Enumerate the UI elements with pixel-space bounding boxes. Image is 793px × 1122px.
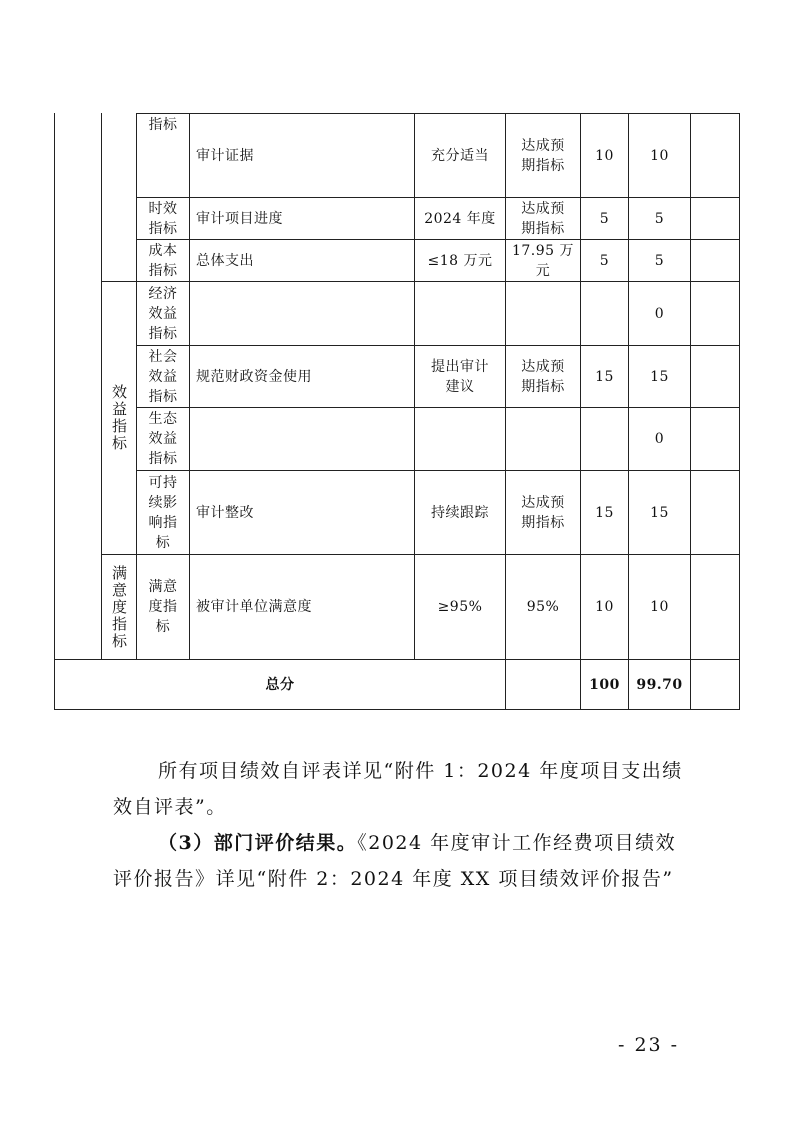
cell-item-5: [190, 408, 414, 470]
cell-weight-6: 15: [595, 504, 614, 521]
cell-note-6: [691, 471, 739, 554]
cell-actual-4: 达成预 期指标: [521, 358, 565, 395]
cell-weight-2: 5: [599, 252, 610, 269]
cell-cat-3: 经济 效益 指标: [148, 285, 178, 342]
cell-actual-2: 17.95 万 元: [511, 242, 575, 279]
cell-target-4: 提出审计 建议: [431, 358, 489, 395]
paragraph-2-heading: （3）部门评价结果。: [158, 832, 358, 854]
cell-weight-0: 10: [595, 147, 614, 164]
cell-cat-2: 成本 指标: [148, 242, 178, 279]
cell-cat-4: 社会 效益 指标: [148, 348, 178, 405]
paragraph-2-line-1: [158, 825, 676, 861]
cell-actual-0: 达成预 期指标: [521, 137, 565, 174]
cell-item-2: 总体支出: [196, 252, 254, 269]
cell-target-6: 持续跟踪: [431, 504, 489, 521]
cell-item-4: 规范财政资金使用: [196, 368, 312, 385]
cell-score-7: 10: [650, 599, 669, 615]
cell-score-6: 15: [650, 504, 669, 521]
cell-target-2: ≤18 万元: [427, 252, 493, 269]
cell-target-0: 充分适当: [431, 147, 489, 164]
page-number: - 23 -: [618, 1034, 680, 1056]
cell-score-5: 0: [654, 431, 665, 447]
cell-weight-4: 15: [595, 368, 614, 385]
cell-item-3: [190, 282, 414, 345]
cell-note-3: [691, 282, 739, 345]
cell-score-1: 5: [654, 210, 665, 227]
cell-target-5: [415, 408, 505, 470]
cell-score-3: 0: [654, 305, 665, 322]
cell-note-7: [691, 555, 739, 659]
cell-note-4: [691, 346, 739, 407]
cell-target-7: ≥95%: [437, 599, 483, 615]
paragraph-1-line-1: 所有项目绩效自评表详见“附件 1：2024 年度项目支出绩: [158, 760, 683, 782]
cell-weight-7: 10: [595, 599, 614, 615]
cell-cat-1: 时效 指标: [148, 200, 178, 237]
total-label: 总分: [265, 676, 295, 693]
cell-actual-5: [506, 408, 580, 470]
total-score: 99.70: [636, 676, 683, 693]
cell-actual-6: 达成预 期指标: [521, 494, 565, 531]
group-satisfaction-label: 满意度指标: [110, 564, 128, 650]
cell-score-4: 15: [650, 368, 669, 385]
cell-note-5: [691, 408, 739, 470]
cell-target-3: [415, 282, 505, 345]
cell-actual-3: [506, 282, 580, 345]
cell-item-1: 审计项目进度: [196, 210, 283, 227]
paragraph-2-line-2: 评价报告》详见“附件 2：2024 年度 XX 项目绩效评价报告”: [113, 868, 674, 890]
cell-cat-7: 满意 度指 标: [148, 579, 178, 635]
cell-weight-1: 5: [599, 210, 610, 227]
paragraph-1-line-2: 效自评表”。: [113, 796, 227, 818]
cell-note-2: [691, 240, 739, 281]
total-weight: 100: [589, 676, 620, 693]
cell-note-1: [691, 198, 739, 239]
cell-note-0: [691, 114, 739, 197]
group-benefit-label: 效益指标: [110, 384, 128, 452]
cell-cat-6: 可持 续影 响指 标: [148, 474, 178, 551]
cell-actual-1: 达成预 期指标: [521, 200, 565, 237]
cell-score-2: 5: [654, 252, 665, 269]
cell-cat-5: 生态 效益 指标: [148, 411, 178, 467]
cell-target-1: 2024 年度: [424, 210, 496, 227]
cell-weight-3: [581, 282, 628, 345]
total-note: [691, 660, 739, 709]
cell-item-0: 审计证据: [196, 147, 254, 164]
paragraph-2-text: 《2024 年度审计工作经费项目绩效: [357, 832, 677, 854]
cell-item-7: 被审计单位满意度: [196, 599, 312, 615]
cell-weight-5: [581, 408, 628, 470]
cell-item-6: 审计整改: [196, 504, 254, 521]
cell-actual-7: 95%: [526, 599, 560, 615]
cell-score-0: 10: [650, 147, 669, 164]
cell-cat-0: 指标: [148, 117, 178, 133]
total-blank: [506, 660, 580, 709]
